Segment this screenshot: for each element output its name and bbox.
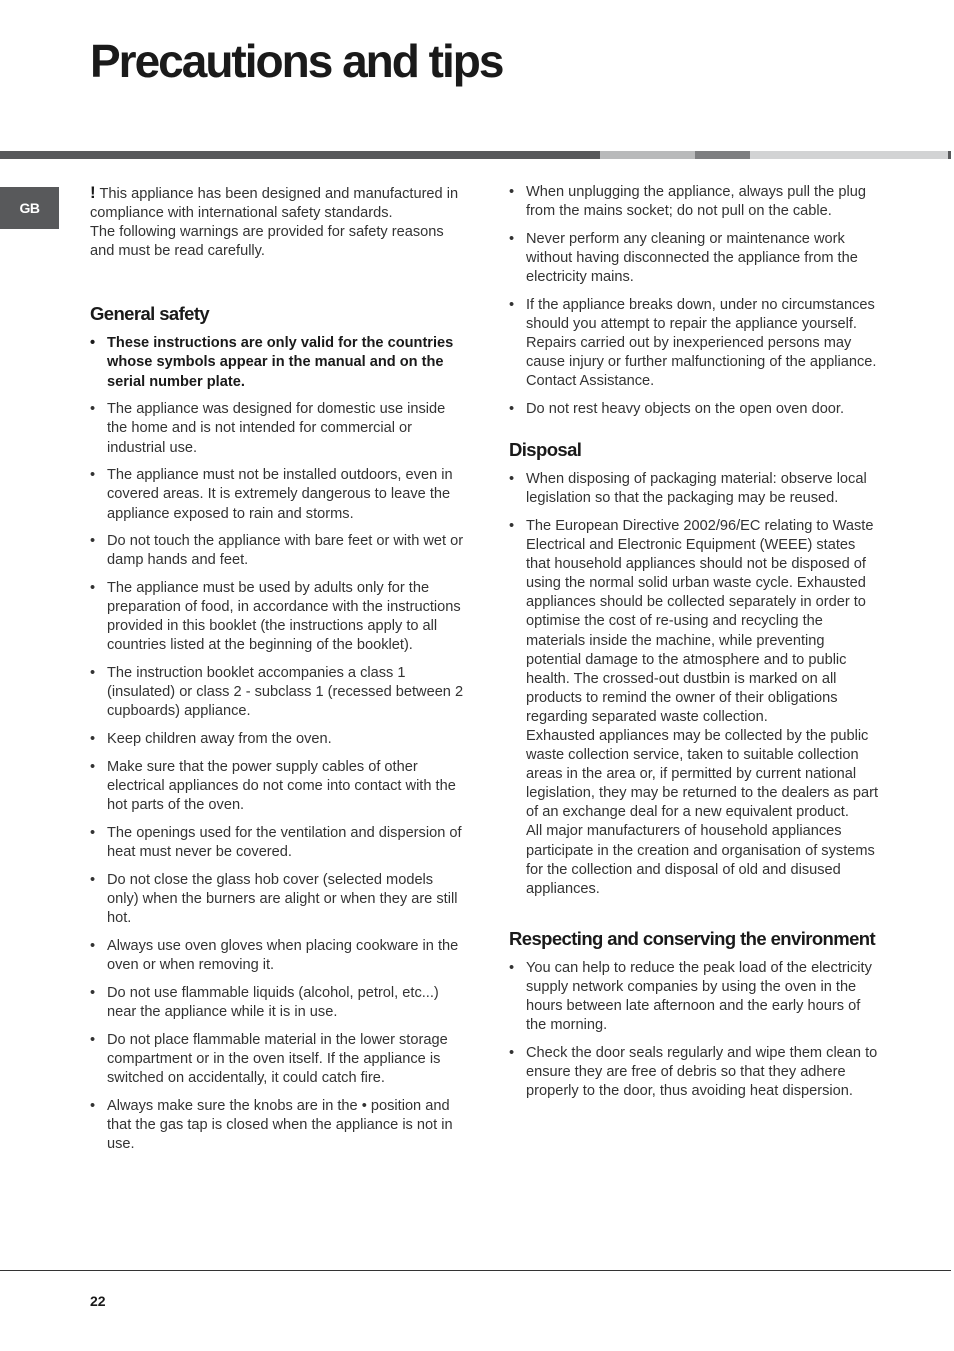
header-band-pale	[750, 151, 948, 159]
manufacturers-paragraph: All major manufacturers of household appliances participate in the creation and organisation of systems for the collection and disposal of old and disused appliances.	[526, 823, 875, 897]
page-title: Precautions and tips	[90, 35, 503, 87]
intro-warning-text: The following warnings are provided for safety reasons and must be read carefully.	[90, 224, 444, 260]
weee-paragraph: • The European Directive 2002/96/EC relating to Waste Electrical and Electronic Equipment (WEEE) states that household appliances should not be disposed of using the normal solid urban waste cycle. Exhausted appliances should be collected separately in order to optimise the cost of re-using and recycling the materials inside the machine, while preventing potential damage to the atmosphere and to public health. The crossed-out dustbin is marked on all products to remind the owner of their obligations regarding separated waste collection.	[526, 517, 874, 725]
header-band-mid	[695, 151, 750, 159]
general-safety-list-continued	[509, 183, 883, 419]
environment-heading: Respecting and conserving the environment	[509, 927, 876, 949]
footer-divider	[0, 1270, 951, 1271]
list-item: • Check the door seals regularly and wipe them clean to ensure they are free of debris so that they adhere properly to the door, thus avoiding heat dispersion.	[509, 1044, 883, 1101]
list-item: • Do not place flammable material in the lower storage compartment or in the oven itself. If the appliance is switched on accidentally, it could catch fire.	[90, 1031, 466, 1088]
language-tab: GB	[0, 187, 59, 229]
list-item: • These instructions are only valid for the countries whose symbols appear in the manual and on the serial number plate.	[90, 334, 466, 391]
list-item: • Do not use flammable liquids (alcohol, petrol, etc...) near the appliance while it is in use.	[90, 984, 466, 1022]
list-item: • Do not close the glass hob cover (selected models only) when the burners are alight or when they are still hot.	[90, 871, 466, 928]
list-item: • Never perform any cleaning or maintenance work without having disconnected the appliance from the electricity mains.	[509, 230, 883, 287]
list-item: • When disposing of packaging material: observe local legislation so that the packaging may be reused.	[509, 470, 883, 508]
environment-list	[509, 959, 883, 1101]
disposal-heading: Disposal	[509, 439, 582, 461]
list-item: • The appliance must not be installed outdoors, even in covered areas. It is extremely dangerous to leave the appliance exposed to rain and storms.	[90, 466, 466, 523]
list-item: • If the appliance breaks down, under no circumstances should you attempt to repair the appliance yourself. Repairs carried out by inexperienced persons may cause injury or further malfunctioning of the appliance. Contact Assistance.	[509, 296, 883, 391]
header-band-dark	[0, 151, 600, 159]
list-item: • The instruction booklet accompanies a class 1 (insulated) or class 2 - subclass 1 (recessed between 2 cupboards) appliance.	[90, 664, 466, 721]
list-item: • Always use oven gloves when placing cookware in the oven or when removing it.	[90, 937, 466, 975]
warning-mark: !	[90, 183, 96, 202]
disposal-list	[509, 470, 883, 899]
list-item	[509, 517, 883, 899]
header-band-light	[600, 151, 695, 159]
list-item: • Make sure that the power supply cables of other electrical appliances do not come into contact with the hot parts of the oven.	[90, 758, 466, 815]
list-item: • Keep children away from the oven.	[90, 730, 466, 749]
list-item: • You can help to reduce the peak load of the electricity supply network companies by using the oven in the hours between late afternoon and the early hours of the morning.	[509, 959, 883, 1035]
list-item: • When unplugging the appliance, always pull the plug from the mains socket; do not pull on the cable.	[509, 183, 883, 221]
left-column	[90, 183, 466, 1162]
general-safety-heading: General safety	[90, 303, 210, 325]
intro-paragraph	[90, 183, 466, 223]
list-item: • Do not rest heavy objects on the open oven door.	[509, 400, 883, 419]
list-item: • The appliance must be used by adults only for the preparation of food, in accordance with the instructions provided in this booklet (the instructions apply to all countries listed at the beginning of the booklet).	[90, 579, 466, 655]
header-band-end	[948, 151, 951, 159]
list-item: • The appliance was designed for domestic use inside the home and is not intended for commercial or industrial use.	[90, 400, 466, 457]
right-column	[509, 183, 883, 1110]
page-number: 22	[90, 1293, 106, 1309]
general-safety-list	[90, 334, 466, 1153]
list-item: • The openings used for the ventilation and dispersion of heat must never be covered.	[90, 824, 466, 862]
list-item: • Always make sure the knobs are in the • position and that the gas tap is closed when the appliance is not in use.	[90, 1097, 466, 1154]
list-item: • Do not touch the appliance with bare feet or with wet or damp hands and feet.	[90, 532, 466, 570]
collection-paragraph: Exhausted appliances may be collected by the public waste collection service, taken to suitable collection areas in the area or, if permitted by current national legislation, they may be returned to the dealers as part of an exchange deal for a new equivalent product.	[526, 728, 879, 821]
intro-text: This appliance has been designed and manufactured in compliance with international safety standards.	[90, 186, 459, 222]
